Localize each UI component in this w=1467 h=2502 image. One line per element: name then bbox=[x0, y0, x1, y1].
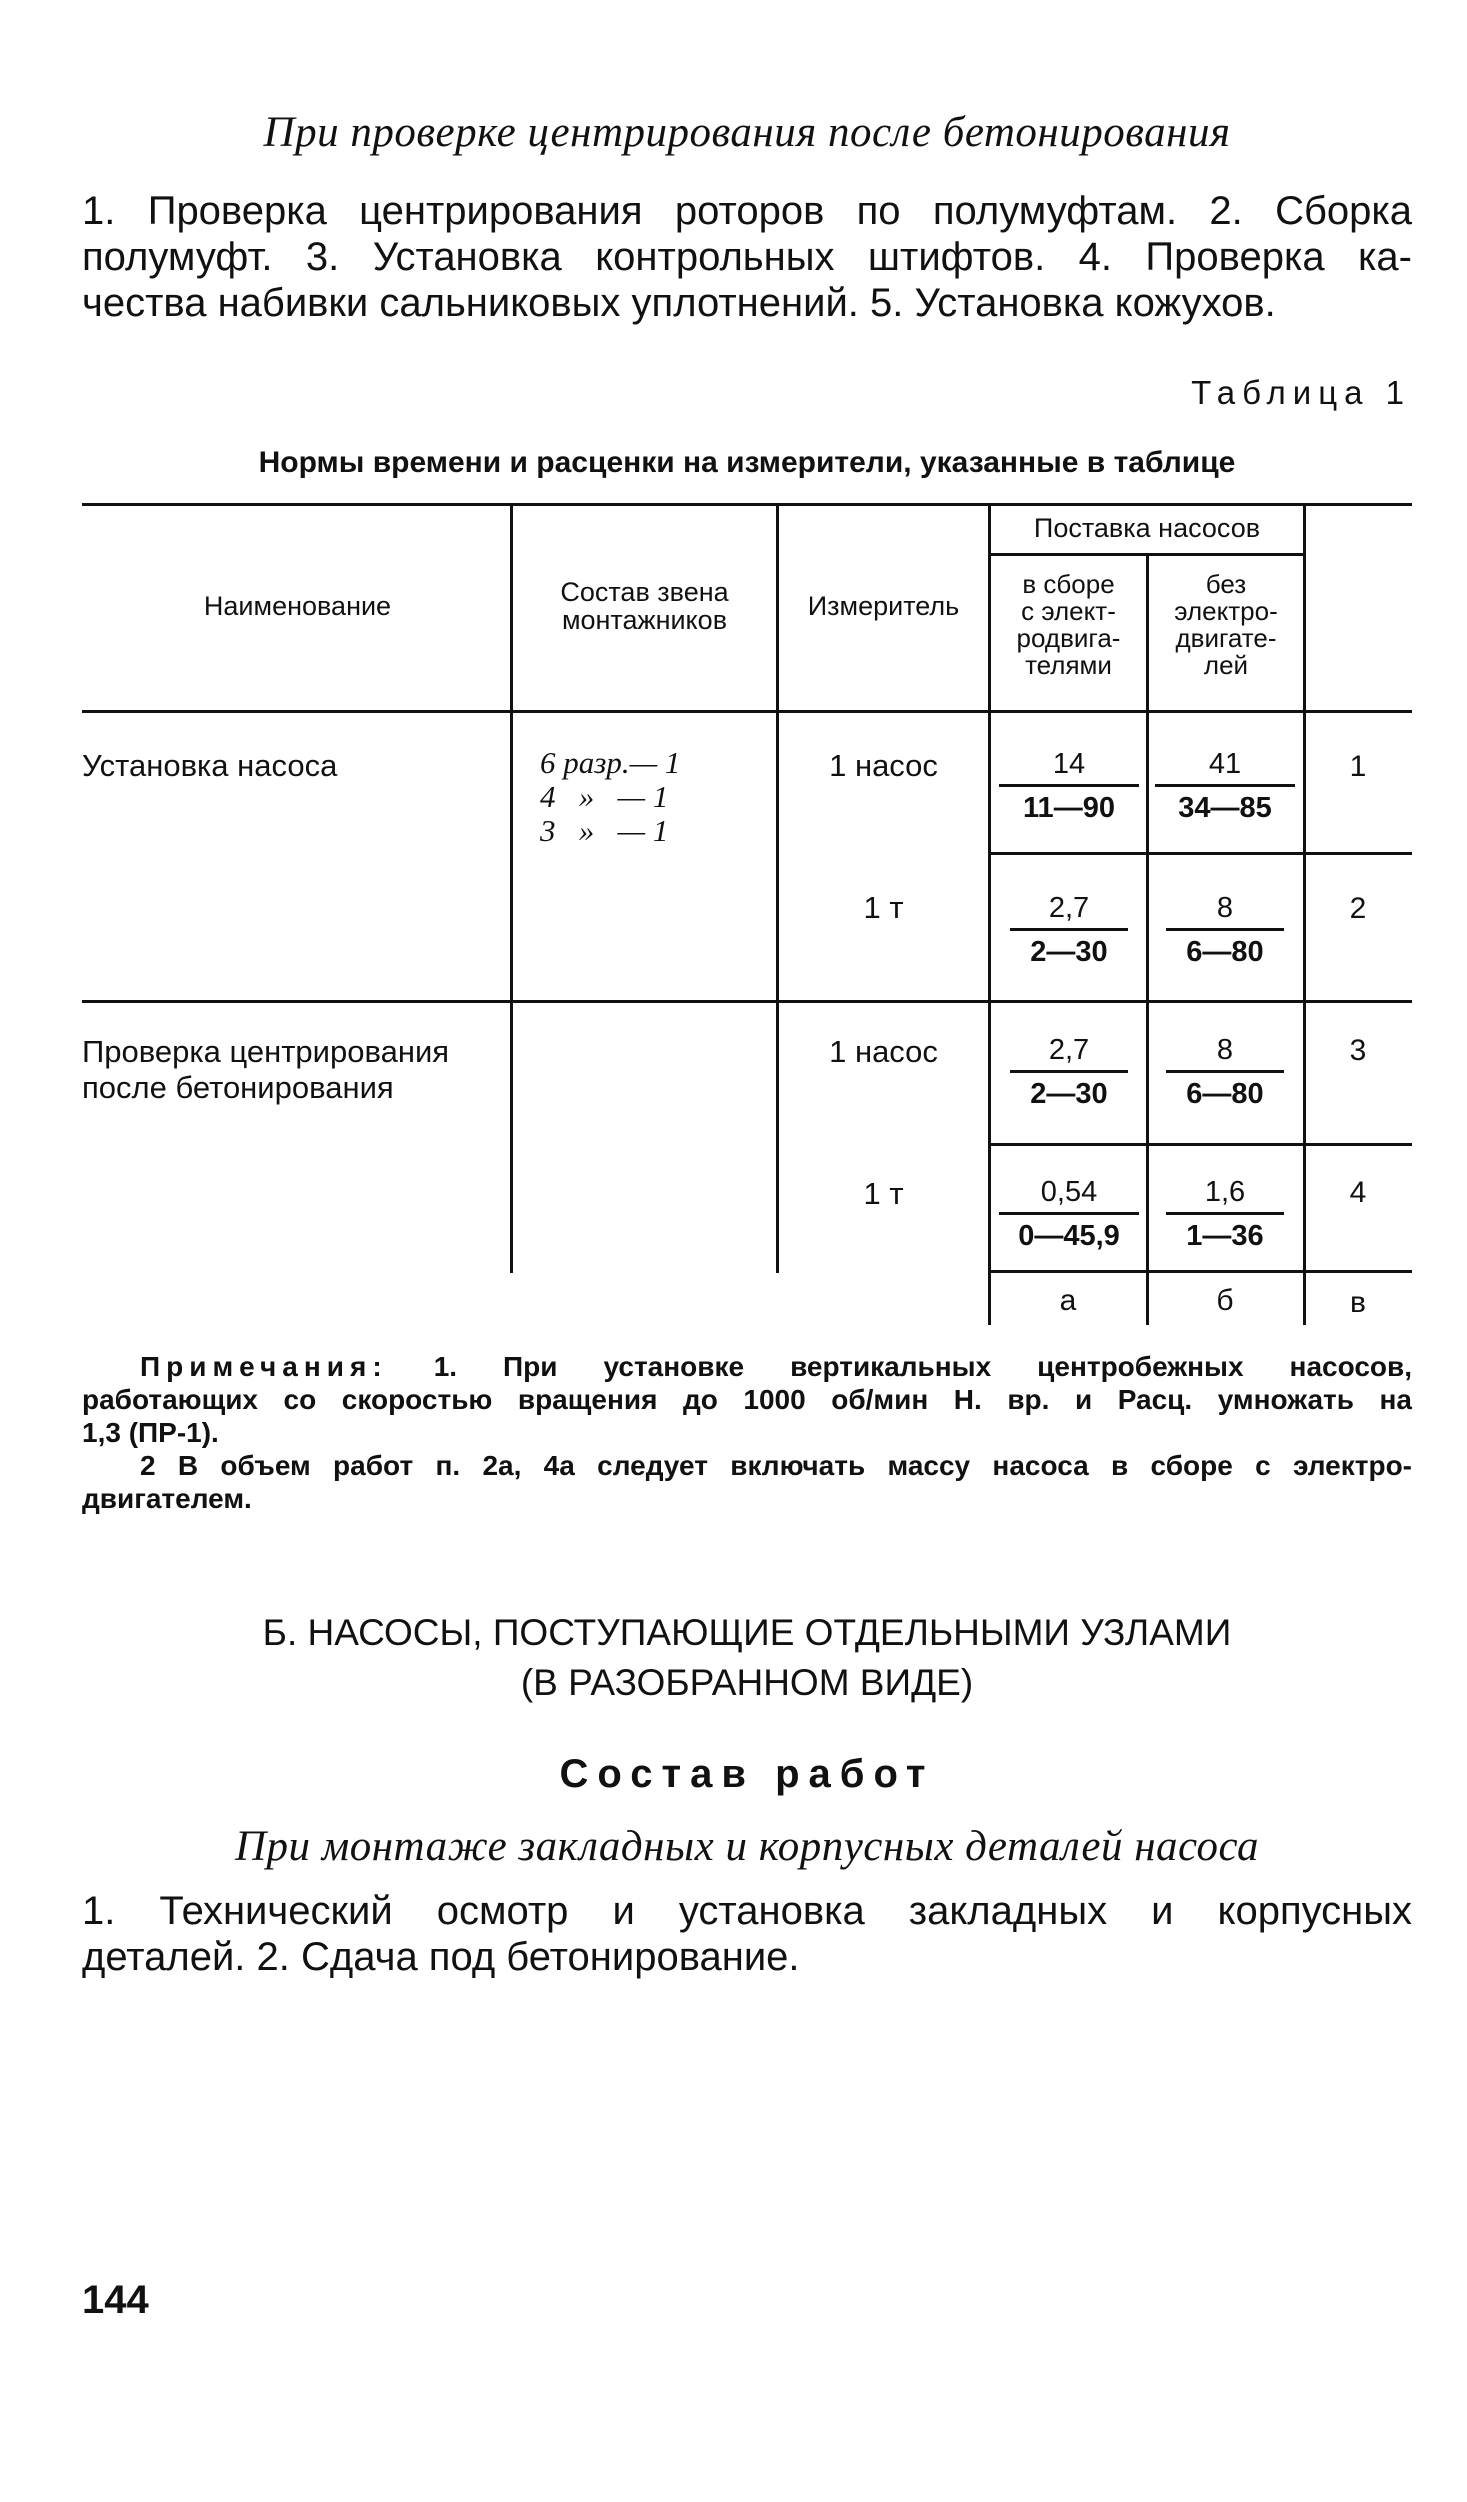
header-unit: Измеритель bbox=[807, 591, 960, 621]
norm-value: 0,54 bbox=[999, 1172, 1139, 1215]
header-line: в сборе bbox=[1022, 569, 1115, 599]
column-divider bbox=[1303, 503, 1306, 1325]
norm-rate-b bbox=[1166, 1172, 1284, 1255]
row-divider bbox=[988, 852, 1412, 855]
rate-value: 2—30 bbox=[1030, 936, 1108, 968]
header-crew bbox=[513, 578, 776, 634]
header-delivery: Поставка насосов bbox=[1033, 513, 1261, 543]
group-divider bbox=[82, 1000, 1412, 1003]
norm-value: 2,7 bbox=[1010, 888, 1128, 931]
norm-value: 41 bbox=[1155, 744, 1295, 787]
section2-paragraph bbox=[82, 1888, 1412, 1980]
header-crew-line: монтажников bbox=[561, 605, 728, 635]
paragraph-line: 1. Проверка центрирования роторов по полумуфтам. 2. Сборка bbox=[82, 189, 1412, 233]
paragraph-line: 1. Технический осмотр и установка закладных и корпусных bbox=[82, 1889, 1412, 1933]
paragraph-line: чества набивки сальниковых уплотнений. 5. Установка кожухов. bbox=[82, 281, 1276, 325]
paragraph-line: деталей. 2. Сдача под бетонирование. bbox=[82, 1935, 800, 1979]
header-line: лей bbox=[1203, 650, 1249, 680]
header-line: без bbox=[1205, 569, 1247, 599]
table-label: Таблица 1 bbox=[1191, 374, 1411, 411]
row-number: 1 bbox=[1349, 750, 1367, 783]
section-title-centering-check: При проверке центрирования после бетонирования bbox=[263, 109, 1231, 156]
section1-paragraph bbox=[82, 188, 1412, 326]
header-with-motor bbox=[991, 571, 1146, 679]
row-unit: 1 т bbox=[863, 1176, 904, 1211]
rate-value: 6—80 bbox=[1186, 1078, 1264, 1110]
row-unit: 1 т bbox=[863, 890, 904, 925]
table-header-rule bbox=[82, 710, 1412, 713]
heading-line: (В РАЗОБРАННОМ ВИДЕ) bbox=[520, 1662, 974, 1703]
row-unit: 1 насос bbox=[829, 1034, 938, 1069]
norm-rate-a bbox=[1010, 888, 1128, 971]
crew-row: 6 разр.— 1 bbox=[540, 745, 681, 780]
norm-value: 14 bbox=[999, 744, 1139, 787]
row-number: 3 bbox=[1349, 1034, 1367, 1067]
header-line: с элект- bbox=[1021, 596, 1116, 626]
notes-lead: Примечания: bbox=[140, 1351, 388, 1382]
group-name-centering bbox=[82, 1034, 502, 1106]
norm-value: 8 bbox=[1166, 1030, 1284, 1073]
section-b-heading bbox=[82, 1608, 1412, 1708]
header-line: родвига- bbox=[1016, 623, 1121, 653]
crew-row: 4 » — 1 bbox=[540, 779, 669, 814]
paragraph-line: полумуфт. 3. Установка контрольных штифтов. 4. Проверка ка- bbox=[82, 235, 1412, 279]
column-label-b: б bbox=[1216, 1284, 1234, 1317]
header-name: Наименование bbox=[203, 591, 392, 621]
rate-value: 6—80 bbox=[1186, 936, 1264, 968]
norm-rate-b bbox=[1166, 888, 1284, 971]
norm-value: 1,6 bbox=[1166, 1172, 1284, 1215]
table-top-rule bbox=[82, 503, 1412, 506]
crew-row: 3 » — 1 bbox=[540, 813, 669, 848]
rate-value: 11—90 bbox=[1023, 792, 1115, 824]
table-caption: Нормы времени и расценки на измерители, указанные в таблице bbox=[258, 446, 1236, 479]
header-line: электро- bbox=[1174, 596, 1278, 626]
header-without-motor bbox=[1149, 571, 1303, 679]
norm-rate-a bbox=[999, 1172, 1139, 1255]
column-label-c: в bbox=[1350, 1286, 1366, 1319]
note-line: работающих со скоростью вращения до 1000 об/мин Н. вр. и Расц. умножать на bbox=[82, 1384, 1412, 1415]
note-line: двигателем. bbox=[82, 1483, 252, 1514]
heading-line: Б. НАСОСЫ, ПОСТУПАЮЩИЕ ОТДЕЛЬНЫМИ УЗЛАМИ bbox=[262, 1612, 1232, 1653]
note-line: 2 В объем работ п. 2а, 4а следует включать массу насоса в сборе с электро- bbox=[140, 1450, 1412, 1481]
header-line: телями bbox=[1025, 650, 1112, 680]
norm-value: 8 bbox=[1166, 888, 1284, 931]
row-divider bbox=[988, 1143, 1412, 1146]
rate-value: 1—36 bbox=[1186, 1220, 1264, 1252]
group-name-install: Установка насоса bbox=[82, 748, 338, 783]
note-line: 1,3 (ПР-1). bbox=[82, 1417, 219, 1448]
norm-rate-b bbox=[1166, 1030, 1284, 1113]
section-subtitle: При монтаже закладных и корпусных деталей насоса bbox=[234, 1823, 1260, 1870]
header-line: двигате- bbox=[1175, 623, 1277, 653]
works-title: Состав работ bbox=[559, 1752, 935, 1796]
page-number: 144 bbox=[82, 2278, 149, 2322]
group-name-line: после бетонирования bbox=[82, 1070, 394, 1105]
norm-rate-a bbox=[1010, 1030, 1128, 1113]
rate-value: 2—30 bbox=[1030, 1078, 1108, 1110]
header-crew-line: Состав звена bbox=[560, 577, 729, 607]
norm-rate-b bbox=[1155, 744, 1295, 827]
note-text: 1. При установке вертикальных центробежных насосов, bbox=[433, 1351, 1413, 1382]
row-unit: 1 насос bbox=[829, 748, 938, 783]
rate-value: 34—85 bbox=[1178, 792, 1272, 824]
row-number: 2 bbox=[1349, 892, 1367, 925]
group-name-line: Проверка центрирования bbox=[82, 1034, 450, 1069]
note-line bbox=[82, 1350, 1412, 1383]
column-label-a: а bbox=[1059, 1284, 1077, 1317]
row-divider bbox=[988, 1270, 1412, 1273]
rate-value: 0—45,9 bbox=[1018, 1220, 1120, 1252]
norm-rate-a bbox=[999, 744, 1139, 827]
crew-composition bbox=[540, 746, 770, 848]
table-notes bbox=[82, 1350, 1412, 1515]
row-number: 4 bbox=[1349, 1176, 1367, 1209]
norm-value: 2,7 bbox=[1010, 1030, 1128, 1073]
